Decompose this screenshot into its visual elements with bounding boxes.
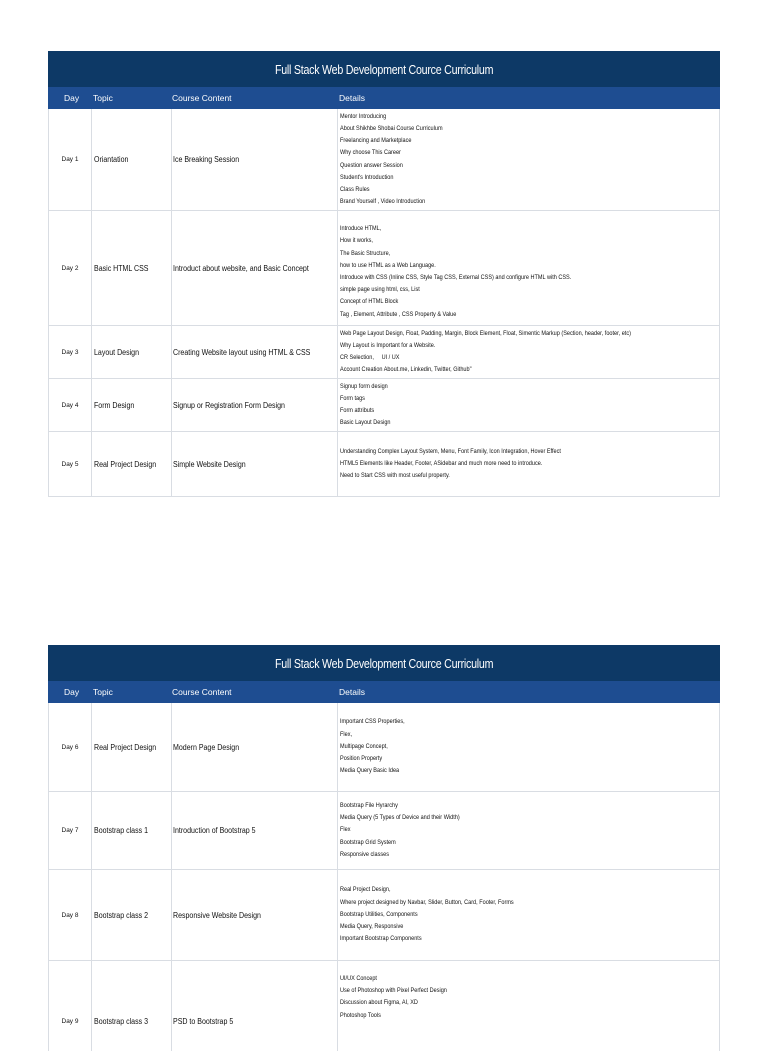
curriculum-sheet-2 bbox=[48, 645, 720, 1051]
row-day: Day 3 bbox=[48, 326, 91, 378]
sheet-title-text: Full Stack Web Development Cource Curriculum bbox=[274, 61, 494, 77]
row-content: Introduct about website, and Basic Concept bbox=[171, 211, 337, 325]
header-details: Details bbox=[339, 687, 365, 697]
curriculum-sheet-1 bbox=[48, 51, 720, 497]
row-content: PSD to Bootstrap 5 bbox=[171, 961, 337, 1051]
row-day: Day 5 bbox=[48, 432, 91, 496]
row-content: Creating Website layout using HTML & CSS bbox=[171, 326, 337, 378]
row-details: Signup form design Form tags Form attributs Basic Layout Design bbox=[337, 379, 720, 431]
header-day: Day bbox=[64, 687, 80, 697]
row-day: Day 7 bbox=[48, 792, 91, 869]
row-topic: Bootstrap class 3 bbox=[91, 961, 171, 1051]
row-details: Mentor Introducing About Shikhbe Shobai Course Curriculum Freelancing and Marketplace Why choose This Career Question answer Session Student's Introduction Class Rules Brand Yourself , Video Introduction bbox=[337, 109, 720, 210]
row-details: UI/UX Concept Use of Photoshop with Pixel Perfect Design Discussion about Figma, AI, XD Photoshop Tools bbox=[337, 961, 720, 1051]
row-topic: Real Project Design bbox=[91, 703, 171, 791]
table-row bbox=[48, 379, 720, 432]
table-header bbox=[48, 87, 720, 109]
row-day: Day 9 bbox=[48, 961, 91, 1051]
row-details: Bootstrap File Hyrarchy Media Query (5 Types of Device and their Width) Flex Bootstrap Grid System Responsive classes bbox=[337, 792, 720, 869]
sheet-title-text: Full Stack Web Development Cource Curriculum bbox=[274, 655, 494, 671]
row-day: Day 8 bbox=[48, 870, 91, 960]
row-topic: Basic HTML CSS bbox=[91, 211, 171, 325]
row-content: Responsive Website Design bbox=[171, 870, 337, 960]
row-day: Day 2 bbox=[48, 211, 91, 325]
row-topic: Oriantation bbox=[91, 109, 171, 210]
row-details: Important CSS Properties, Flex, Multipage Concept, Position Property Media Query Basic Idea bbox=[337, 703, 720, 791]
row-content: Simple Website Design bbox=[171, 432, 337, 496]
header-course-content: Course Content bbox=[172, 93, 232, 103]
row-details: Real Project Design, Where project designed by Navbar, Slider, Button, Card, Footer, Forms Bootstrap Utilities, Components Media Query, Responsive Important Bootstrap Components bbox=[337, 870, 720, 960]
row-content: Introduction of Bootstrap 5 bbox=[171, 792, 337, 869]
table-row bbox=[48, 109, 720, 211]
row-day: Day 6 bbox=[48, 703, 91, 791]
row-content: Ice Breaking Session bbox=[171, 109, 337, 210]
header-topic: Topic bbox=[93, 93, 113, 103]
row-topic: Bootstrap class 2 bbox=[91, 870, 171, 960]
sheet-title bbox=[48, 51, 720, 87]
row-day: Day 1 bbox=[48, 109, 91, 210]
row-topic: Real Project Design bbox=[91, 432, 171, 496]
table-row bbox=[48, 432, 720, 497]
row-details: Web Page Layout Design, Float, Padding, Margin, Block Element, Float, Simentic Markup (Section, header, footer, etc) Why Layout is Important for a Website. CR Selection, UI / UX Account Creation About.me, Linkedin, Twitter, Github" bbox=[337, 326, 720, 378]
table-row bbox=[48, 870, 720, 961]
table-header bbox=[48, 681, 720, 703]
header-course-content: Course Content bbox=[172, 687, 232, 697]
row-details: Understanding Complex Layout System, Menu, Font Family, Icon Integration, Hover Effect HTML5 Elements like Header, Footer, ASidebar and much more need to introduce. Need to Start CSS with most useful property. bbox=[337, 432, 720, 496]
table-row bbox=[48, 211, 720, 326]
table-row bbox=[48, 792, 720, 870]
header-details: Details bbox=[339, 93, 365, 103]
row-content: Modern Page Design bbox=[171, 703, 337, 791]
table-row bbox=[48, 703, 720, 792]
row-day: Day 4 bbox=[48, 379, 91, 431]
row-details: Introduce HTML, How it works, The Basic Structure, how to use HTML as a Web Language. Introduce with CSS (Inline CSS, Style Tag CSS, External CSS) and configure HTML with CSS. simple page using html, css, List Concept of HTML Block Tag , Element, Attribute , CSS Property & Value bbox=[337, 211, 720, 325]
header-topic: Topic bbox=[93, 687, 113, 697]
sheet-title bbox=[48, 645, 720, 681]
table-row bbox=[48, 326, 720, 379]
row-topic: Bootstrap class 1 bbox=[91, 792, 171, 869]
header-day: Day bbox=[64, 93, 80, 103]
row-topic: Form Design bbox=[91, 379, 171, 431]
row-topic: Layout Design bbox=[91, 326, 171, 378]
row-content: Signup or Registration Form Design bbox=[171, 379, 337, 431]
table-row bbox=[48, 961, 720, 1051]
